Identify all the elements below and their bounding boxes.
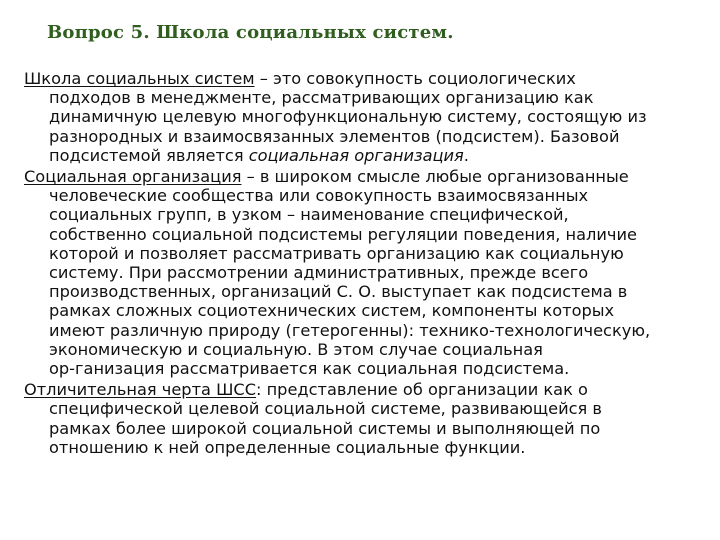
term-social-organization: Социальная организация (24, 167, 242, 187)
text-line: специфической целевой социальной системе, развивающейся в (49, 399, 602, 419)
text-line: подсистемой является социальная организация. (49, 145, 469, 165)
text-line: социальных групп, в узком – наименование специфической, (49, 205, 569, 225)
paragraph-social-organization (24, 167, 712, 378)
text-line: экономическую и социальную. В этом случае социальная (49, 339, 543, 359)
text-line: Отличительная черта ШСС: представление об организации как о (24, 380, 588, 400)
text-line: Школа социальных систем – это совокупность социологических (24, 69, 576, 88)
text-line: динамичную целевую многофункциональную систему, состоящую из (49, 107, 647, 127)
slide-body (24, 69, 712, 459)
text-line: собственно социальной подсистемы регуляции поведения, наличие (49, 224, 637, 244)
text-line: ор-ганизация рассматривается как социальная подсистема. (49, 359, 570, 379)
italic-term-social-organization: социальная организация (248, 145, 464, 165)
term-social-systems-school: Школа социальных систем (24, 69, 255, 88)
text-line: разнородных и взаимосвязанных элементов (подсистем). Базовой (49, 126, 620, 146)
text-line: человеческие сообщества или совокупность взаимосвязанных (49, 186, 589, 206)
text-line: рамках сложных социотехнических систем, компоненты которых (49, 301, 615, 321)
slide-title: Вопрос 5. Школа социальных систем. (47, 22, 454, 43)
text-line: Социальная организация – в широком смысле любые организованные (24, 167, 629, 187)
paragraph-distinctive-feature (24, 380, 712, 457)
term-distinctive-feature: Отличительная черта ШСС (24, 380, 256, 400)
text-line: которой и позволяет рассматривать организацию как социальную (49, 243, 624, 263)
text-line: отношению к ней определенные социальные функции. (49, 437, 526, 457)
text-line: рамках более широкой социальной системы и выполняющей по (49, 418, 601, 438)
paragraph-social-systems-school (24, 69, 712, 165)
text-line: имеют различную природу (гетерогенны): технико-технологическую, (49, 320, 651, 340)
text-line: подходов в менеджменте, рассматривающих организацию как (49, 88, 594, 108)
text-line: систему. При рассмотрении административных, прежде всего (49, 263, 589, 283)
text-line: производственных, организаций С. О. выступает как подсистема в (49, 282, 628, 302)
